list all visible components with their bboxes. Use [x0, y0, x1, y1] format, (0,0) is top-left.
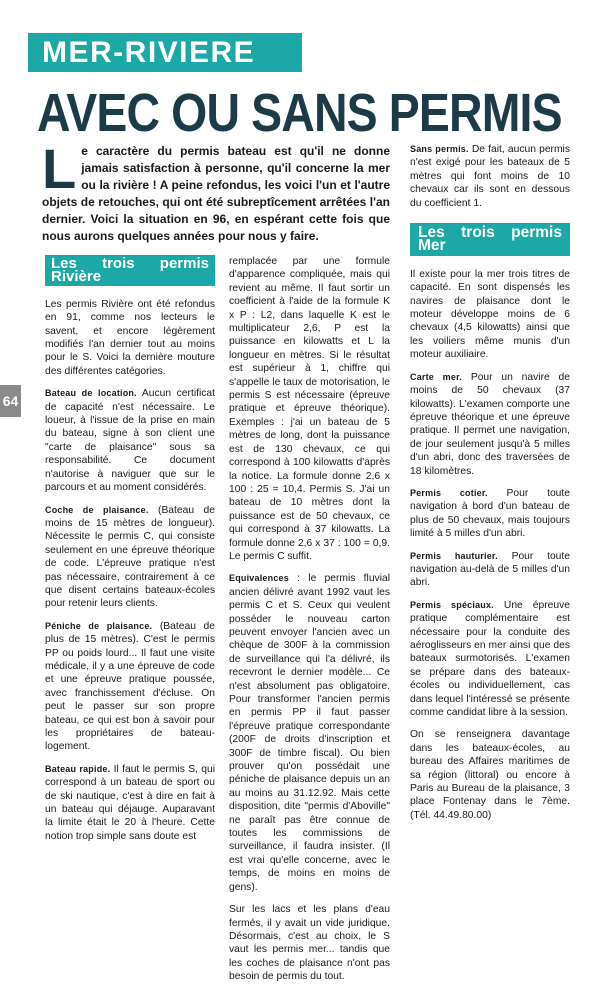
equivalences-text: : le permis fluvial ancien délivré avant 1992 vaut les permis C et S. Ceux qui veulent posséder le nouveau carton peuvent envoyer l'ancien avec un chèque de 300F à la commission de surveillance qui l'a délivré, ils recevront le dernier modèle... Ce n'est absolument pas obligatoire. Pour transformer l'ancien permis en permis PP il faut passer l'épreuve pratique correspondante (200F de droits d'inscription et 300F de timbre fiscal). Ou bien prouver qu'on possédait une péniche de plaisance depuis un an au moins au 31.12.92. Mais cette disposition, dite "permis d'Aboville" ne paraît pas être connue de toutes les commissions de surveillance, il faudra insister. (Il est vrai qu'elle concerne, avec le temps, de moins en moins de gens).: [229, 573, 390, 893]
section-rubric: MER-RIVIERE: [28, 33, 302, 72]
coche-term: Coche de plaisance.: [45, 504, 149, 515]
column-3: [410, 143, 570, 831]
hauturier-paragraph: [410, 550, 570, 590]
carte-mer-paragraph: [410, 371, 570, 478]
peniche-text: (Bateau de plus de 15 mètres). C'est le permis PP ou poids lourd... Il faut une visite médicale, il y a une épreuve de code et une épreuve pratique poussée, avec franchissement d'écluse. On peut le passer sur son propre bateau, ce qui est bon à savoir pour les propriétaires de bateau-logement.: [45, 620, 215, 753]
location-paragraph: [45, 387, 215, 494]
column-1: [45, 255, 215, 852]
hauturier-term: Permis hauturier.: [410, 550, 498, 561]
article-lead: [42, 137, 390, 245]
formula-paragraph: remplacée par une formule d'apparence compliquée, mais qui revient au même. Il faut sortir un coefficient à l'aide de la formule K x P : L2, dans laquelle K est le multiplicateur 2,6, P est la puissance en kilowatts et L la longueur en mètres. Si le résultat est supérieur à 1, chiffre qui s'appelle le taux de motorisation, le permis S est nécessaire (épreuve pratique et épreuve théorique). Exemples : j'ai un bateau de 5 mètres de long, dont la puissance est de 130 chevaux, ce qui correspond à 100 kilowatts d'après la notice. La formule donne 2,6 x 100 : 25 = 10,4. Permis S. J'ai un bateau de 10 mètres dont la puissance est de 50 chevaux, ce qui correspond à 37 kilowatts. La formule donne 2,6 x 37 : 100 = 0,9. Le permis C suffit.: [229, 256, 390, 562]
speciaux-paragraph: [410, 599, 570, 720]
page-number-tab: 64: [0, 385, 21, 417]
sans-permis-text: De fait, aucun permis n'est exigé pour les bateaux de 5 mètres qui font moins de 10 chevaux car ils sont en dessous du coefficient 1.: [410, 144, 570, 209]
carte-mer-text: Pour un navire de moins de 50 chevaux (37 kilowatts). L'examen comporte une épreuve théorique et une épreuve pratique. Il permet une navigation, de jour seulement jusqu'à 5 milles d'un abri, donc des traversées de 18 kilomètres.: [410, 371, 570, 477]
cotier-paragraph: [410, 487, 570, 541]
sans-permis-term: Sans permis.: [410, 144, 469, 154]
renseignements-paragraph: On se renseignera davantage dans les bateaux-écoles, au bureau des Affaires maritimes de sa région (littoral) ou encore à Paris au Bureau de la plaisance, 3 place Fontenay dans le 7ème. (Tél. 44.49.80.00): [410, 729, 570, 821]
mer-heading: Les trois permis Mer: [410, 223, 570, 256]
speciaux-text: Une épreuve pratique complémentaire est nécessaire pour la conduite des aéroglisseurs en mer ainsi que des bateaux surmotorisés. L'examen se prépare dans des bateaux-écoles ou individuellement, cas dans lequel l'intéressé se présente comme candidat libre à la session.: [410, 599, 570, 719]
rapide-paragraph: [45, 763, 215, 843]
peniche-term: Péniche de plaisance.: [45, 620, 153, 631]
rapide-text: Il faut le permis S, qui correspond à un bateau de sport ou de ski nautique, c'est à dire en fait à un bateau qui déjauge. Auparavant la limite était le 20 à l'heure. Cette notion trop simple sans doute est: [45, 763, 215, 842]
riviere-intro: Les permis Rivière ont été refondus en 91, comme nos lecteurs le savent, et encore légèrement modifiés l'an dernier tout au moins pour le S. Voici la dernière mouture des différentes catégories.: [45, 298, 215, 377]
carte-mer-term: Carte mer.: [410, 371, 462, 382]
rapide-term: Bateau rapide.: [45, 763, 111, 774]
column-2: [229, 255, 390, 993]
drop-cap: L: [42, 137, 77, 200]
mer-intro: Il existe pour la mer trois titres de capacité. En sont dispensés les navires de plaisance dont le moteur développe moins de 6 chevaux (4,5 kilowatts) ainsi que les voiliers même munis d'un moteur auxiliaire.: [410, 268, 570, 361]
equivalences-paragraph: [229, 572, 390, 894]
speciaux-term: Permis spéciaux.: [410, 599, 494, 610]
article-headline: AVEC OU SANS PERMIS: [37, 83, 562, 143]
lead-text: e caractère du permis bateau est qu'il ne donne jamais satisfaction à personne, qu'il concerne la mer ou la rivière ! A peine refondus, les voici l'un et l'autre objets de retouches, qui ont été subreptîcement arrêtées l'an dernier. Voici la situation en 96, en espérant cette fois que nous aurons quelques années pour nous y faire.: [42, 144, 390, 243]
coche-paragraph: [45, 504, 215, 611]
equivalences-term: Equivalences: [229, 573, 289, 584]
riviere-heading: Les trois permis Rivière: [45, 255, 215, 286]
location-term: Bateau de location.: [45, 388, 137, 399]
cotier-text: Pour toute navigation à bord d'un bateau de plus de 50 chevaux, mais toujours limité à 5 milles d'un abri.: [410, 487, 570, 540]
cotier-term: Permis cotier.: [410, 487, 488, 498]
peniche-paragraph: [45, 620, 215, 754]
coche-text: (Bateau de moins de 15 mètres de longueur). Nécessite le permis C, qui consiste seulement en une épreuve théorique de code. L'épreuve pratique n'est pas nécessaire, contrairement à ce que disent certains bateaux-écoles pour retenir leurs clients.: [45, 504, 215, 610]
lacs-paragraph: Sur les lacs et les plans d'eau fermés, il y avait un vide juridique. Désormais, c'est au choix, le S vaut les permis mer... tandis que les coches de plaisance n'ont pas besoin de permis du tout.: [229, 904, 390, 983]
hauturier-text: Pour toute navigation au-delà de 5 milles d'un abri.: [410, 550, 570, 589]
location-text: Aucun certificat de capacité n'est nécessaire. Le loueur, à l'issue de la prise en main du bateau, signe à son client une "carte de plaisance" sous sa responsabilité. Ce document n'autorise à naviguer que sur le parcours et au moment considérés.: [45, 388, 215, 494]
sans-permis-paragraph: [410, 143, 570, 210]
